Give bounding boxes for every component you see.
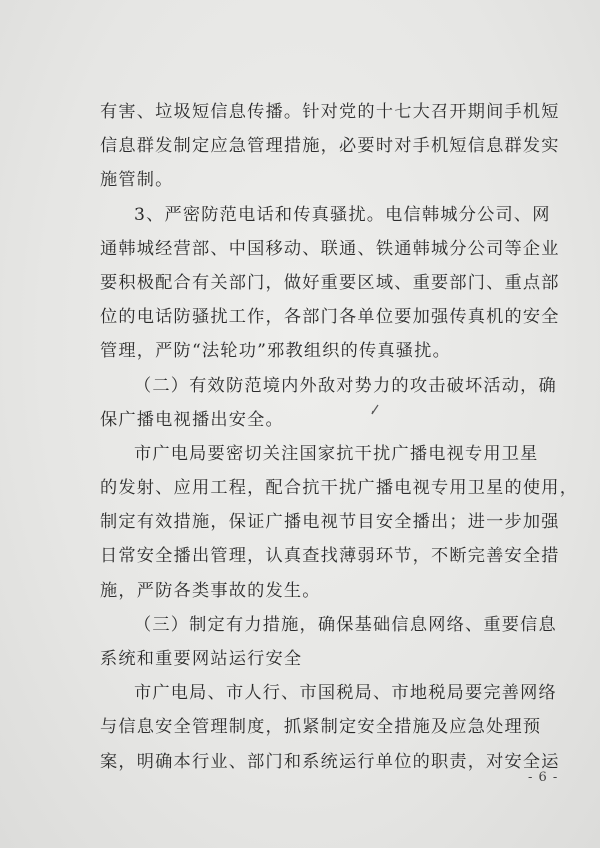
section-heading-line: 保广播电视播出安全。 <box>100 409 284 430</box>
body-line: 要积极配合有关部门，做好重要区域、重要部门、重点部 <box>100 272 560 293</box>
body-line: 与信息安全管理制度，抓紧制定安全措施及应急处理预 <box>100 717 542 738</box>
section-heading-line: （三）制定有力措施，确保基础信息网络、重要信息 <box>134 614 557 635</box>
body-line: 管理，严防“法轮功”邪教组织的传真骚扰。 <box>100 341 451 362</box>
body-line: 市广电局要密切关注国家抗干扰广播电视专用卫星 <box>134 443 539 464</box>
document-body <box>100 95 579 779</box>
body-line: 3、严密防范电话和传真骚扰。电信韩城分公司、网 <box>134 204 551 225</box>
body-line: 通韩城经营部、中国移动、联通、铁通韩城分公司等企业 <box>100 238 560 259</box>
body-line: 案，明确本行业、部门和系统运行单位的职责，对安全运 <box>100 751 560 772</box>
pen-mark-icon <box>370 404 380 416</box>
body-line: 施，严防各类事故的发生。 <box>100 580 321 601</box>
body-line: 有害、垃圾短信息传播。针对党的十七大召开期间手机短 <box>100 102 560 122</box>
section-heading-line: 系统和重要网站运行安全 <box>100 649 303 669</box>
body-line: 信息群发制定应急管理措施，必要时对手机短信息群发实 <box>100 136 560 157</box>
body-line: 施管制。 <box>100 170 174 191</box>
body-line: 日常安全播出管理，认真查找薄弱环节，不断完善安全措 <box>100 546 560 567</box>
body-line: 制定有效措施，保证广播电视节目安全播出；进一步加强 <box>100 512 560 533</box>
section-heading-line: （二）有效防范境内外敌对势力的攻击破坏活动，确 <box>134 375 557 396</box>
body-line: 市广电局、市人行、市国税局、市地税局要完善网络 <box>134 683 557 704</box>
body-line: 的发射、应用工程，配合抗干扰广播电视专用卫星的使用， <box>100 478 579 499</box>
body-line: 位的电话防骚扰工作，各部门各单位要加强传真机的安全 <box>100 307 560 328</box>
page-number: - 6 - <box>528 770 559 785</box>
